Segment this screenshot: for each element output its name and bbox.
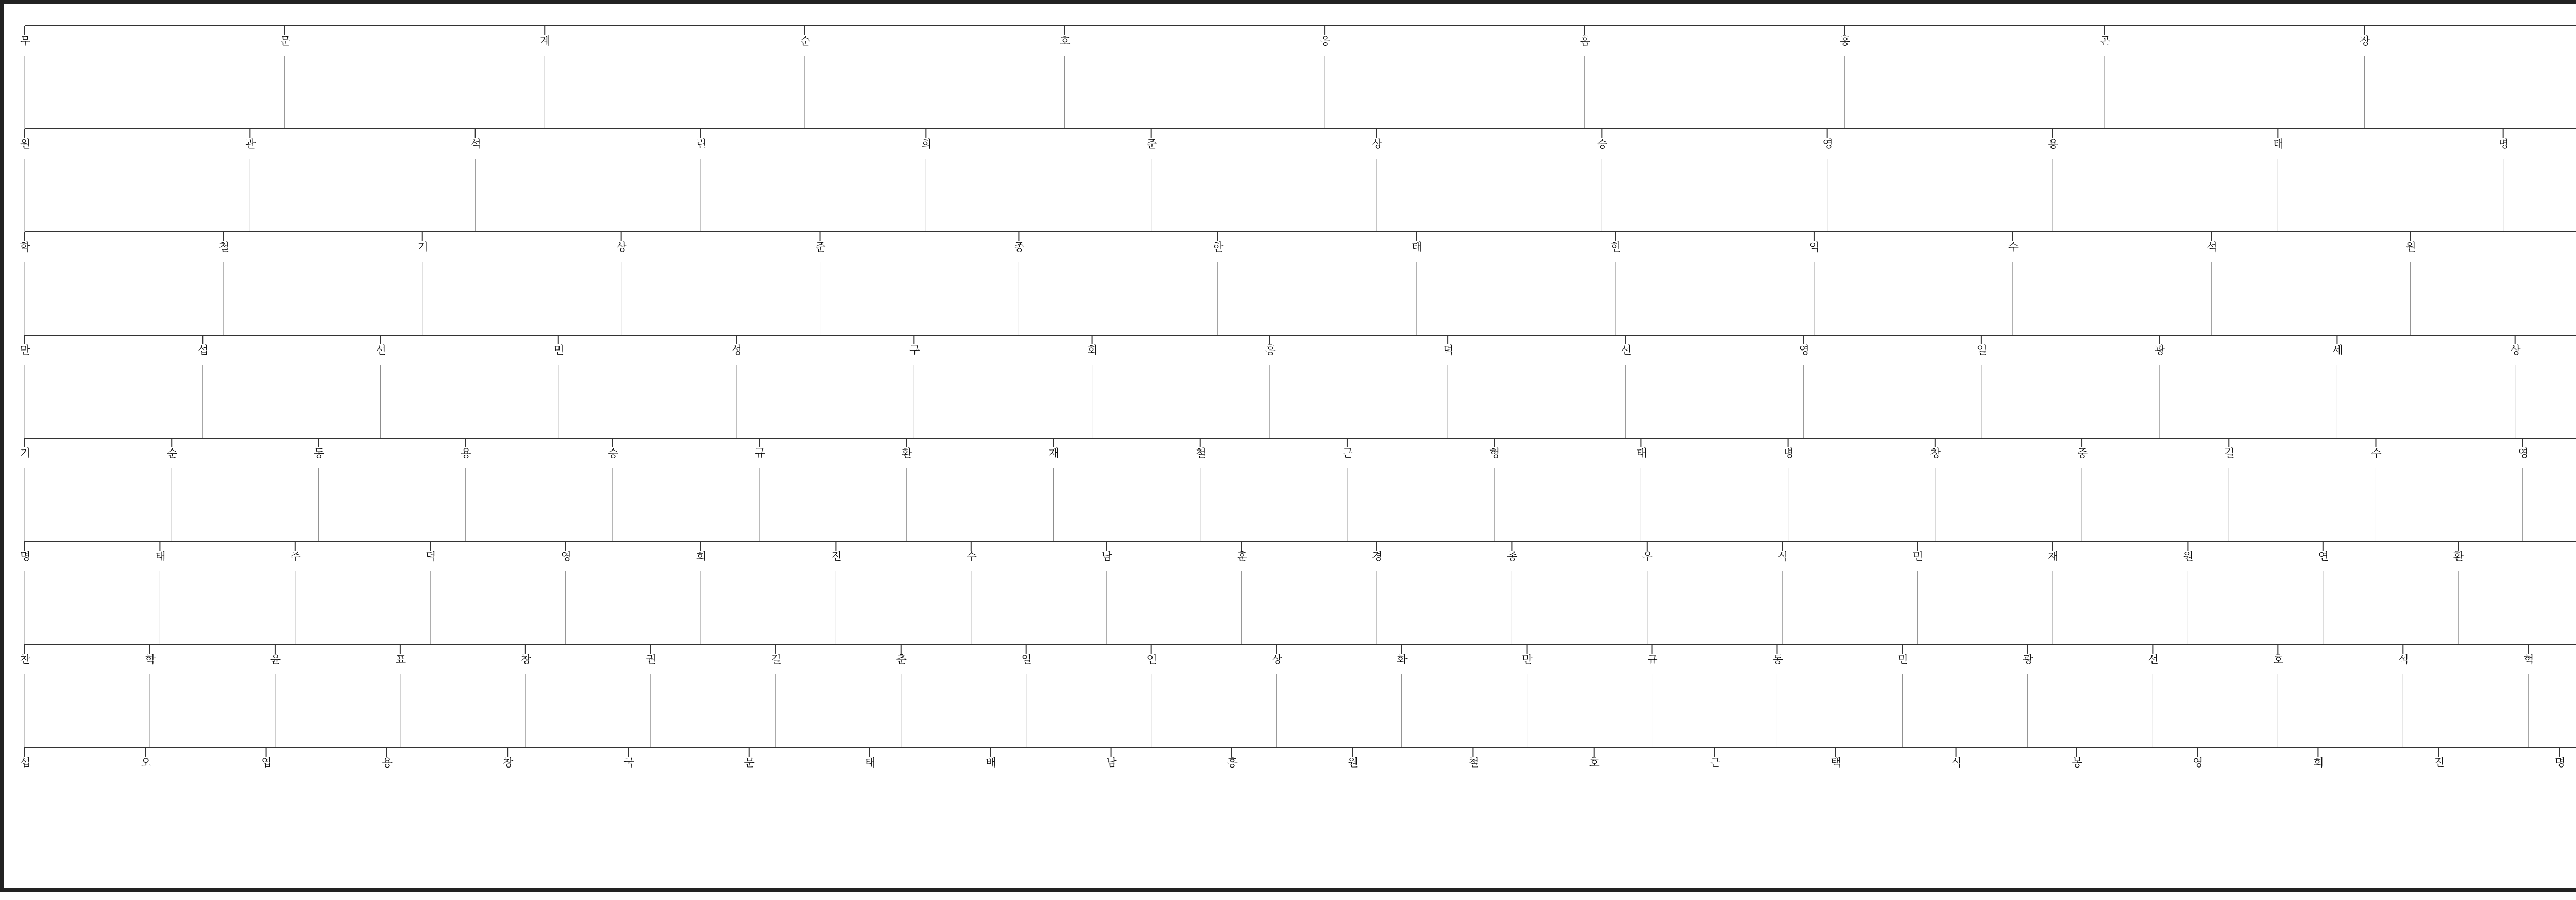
person-node: 익 xyxy=(1807,241,1820,253)
person-node: 원 xyxy=(2181,551,2194,562)
person-node: 혁 xyxy=(2522,654,2535,665)
person-node: 환 xyxy=(2452,551,2465,562)
person-node: 윤 xyxy=(268,654,281,665)
person-node: 희 xyxy=(920,138,933,149)
person-node: 병 xyxy=(1782,447,1794,459)
person-node: 명 xyxy=(2497,138,2510,149)
person-node: 호 xyxy=(1587,757,1600,768)
person-node: 창 xyxy=(1928,447,1941,459)
person-node: 광 xyxy=(2021,654,2034,665)
person-node: 호 xyxy=(1058,35,1071,46)
person-node: 광 xyxy=(2153,344,2166,356)
person-node: 민 xyxy=(1911,551,1924,562)
person-node: 흥 xyxy=(1263,344,1276,356)
person-node: 구 xyxy=(908,344,921,356)
person-node: 세 xyxy=(2331,344,2344,356)
person-node: 택 xyxy=(1829,757,1842,768)
person-node: 린 xyxy=(694,138,707,149)
person-node: 원 xyxy=(1346,757,1359,768)
person-node: 희 xyxy=(2312,757,2325,768)
person-node: 철 xyxy=(1194,447,1207,459)
person-node: 남 xyxy=(1100,551,1113,562)
person-node: 한 xyxy=(1211,241,1224,253)
person-node: 중 xyxy=(2076,447,2089,459)
person-node: 표 xyxy=(394,654,406,665)
person-node: 영 xyxy=(2516,447,2529,459)
person-node: 연 xyxy=(2316,551,2329,562)
person-node: 만 xyxy=(1520,654,1533,665)
person-node: 응 xyxy=(1318,35,1331,46)
person-node: 호 xyxy=(2272,654,2284,665)
person-node: 재 xyxy=(1047,447,1060,459)
person-node: 관 xyxy=(244,138,257,149)
person-node: 학 xyxy=(143,654,156,665)
person-node: 주 xyxy=(289,551,301,562)
person-node: 수 xyxy=(964,551,977,562)
person-node: 선 xyxy=(2146,654,2159,665)
person-node: 문 xyxy=(278,35,291,46)
person-node: 태 xyxy=(1635,447,1648,459)
person-node: 홍 xyxy=(1838,35,1851,46)
person-node: 상 xyxy=(1370,138,1383,149)
person-node: 식 xyxy=(1950,757,1962,768)
person-node: 인 xyxy=(1145,654,1158,665)
person-node: 화 xyxy=(1395,654,1408,665)
person-node: 장 xyxy=(2358,35,2371,46)
person-node: 수 xyxy=(2006,241,2019,253)
person-node: 덕 xyxy=(424,551,437,562)
person-node: 진 xyxy=(2432,757,2445,768)
person-node: 권 xyxy=(644,654,657,665)
person-node: 상 xyxy=(1270,654,1283,665)
person-node: 진 xyxy=(829,551,842,562)
person-node: 태 xyxy=(2272,138,2284,149)
person-node: 창 xyxy=(519,654,532,665)
person-node: 선 xyxy=(374,344,387,356)
person-node: 영 xyxy=(1797,344,1810,356)
person-node: 동 xyxy=(312,447,325,459)
person-node: 원 xyxy=(2404,241,2417,253)
person-node: 순 xyxy=(165,447,178,459)
person-node: 기 xyxy=(19,447,31,459)
person-node: 상 xyxy=(2509,344,2521,356)
person-node: 우 xyxy=(1640,551,1653,562)
person-node: 영 xyxy=(2191,757,2204,768)
person-node: 찬 xyxy=(19,654,31,665)
person-node: 원 xyxy=(19,138,31,149)
person-node: 동 xyxy=(1771,654,1784,665)
person-node: 순 xyxy=(798,35,811,46)
person-node: 종 xyxy=(1505,551,1518,562)
person-node: 민 xyxy=(1896,654,1909,665)
person-node: 선 xyxy=(1619,344,1632,356)
person-node: 창 xyxy=(501,757,514,768)
person-node: 규 xyxy=(1646,654,1658,665)
person-node: 문 xyxy=(742,757,755,768)
person-node: 승 xyxy=(606,447,619,459)
person-node: 기 xyxy=(416,241,429,253)
person-node: 춘 xyxy=(894,654,907,665)
person-node: 근 xyxy=(1708,757,1721,768)
person-node: 태 xyxy=(1410,241,1423,253)
person-node: 환 xyxy=(900,447,913,459)
person-node: 길 xyxy=(769,654,782,665)
person-node: 규 xyxy=(753,447,766,459)
person-node: 일 xyxy=(1020,654,1032,665)
person-node: 석 xyxy=(2397,654,2410,665)
person-node: 준 xyxy=(1145,138,1158,149)
person-node: 석 xyxy=(469,138,482,149)
person-node: 봉 xyxy=(2070,757,2083,768)
person-node: 남 xyxy=(1105,757,1117,768)
person-node: 길 xyxy=(2223,447,2235,459)
person-node: 계 xyxy=(538,35,551,46)
person-node: 철 xyxy=(1467,757,1480,768)
person-node: 배 xyxy=(984,757,997,768)
person-node: 희 xyxy=(694,551,707,562)
person-node: 준 xyxy=(814,241,826,253)
person-node: 흥 xyxy=(1225,757,1238,768)
person-node: 영 xyxy=(1821,138,1834,149)
person-node: 태 xyxy=(154,551,166,562)
person-node: 용 xyxy=(380,757,393,768)
person-node: 현 xyxy=(1609,241,1622,253)
person-node: 철 xyxy=(217,241,230,253)
person-node: 섭 xyxy=(196,344,209,356)
person-node: 회 xyxy=(1086,344,1098,356)
person-node: 민 xyxy=(552,344,565,356)
person-node: 섭 xyxy=(19,757,31,768)
person-node: 태 xyxy=(863,757,876,768)
person-node: 무 xyxy=(19,35,31,46)
person-node: 훈 xyxy=(1235,551,1248,562)
person-node: 영 xyxy=(559,551,572,562)
person-node: 흠 xyxy=(1578,35,1591,46)
person-node: 국 xyxy=(622,757,635,768)
person-node: 근 xyxy=(1341,447,1353,459)
person-node: 경 xyxy=(1370,551,1383,562)
person-node: 곤 xyxy=(2098,35,2111,46)
person-node: 덕 xyxy=(1442,344,1454,356)
person-node: 재 xyxy=(2046,551,2059,562)
person-node: 일 xyxy=(1975,344,1988,356)
person-node: 학 xyxy=(19,241,31,253)
person-node: 석 xyxy=(2205,241,2218,253)
person-node: 오 xyxy=(139,757,152,768)
person-node: 상 xyxy=(615,241,628,253)
person-node: 형 xyxy=(1488,447,1501,459)
person-node: 식 xyxy=(1776,551,1789,562)
person-node: 명 xyxy=(19,551,31,562)
family-tree xyxy=(4,4,2576,896)
person-node: 승 xyxy=(1596,138,1608,149)
person-node: 성 xyxy=(730,344,743,356)
person-node: 엽 xyxy=(260,757,273,768)
person-node: 수 xyxy=(2369,447,2382,459)
person-node: 용 xyxy=(459,447,472,459)
person-node: 용 xyxy=(2046,138,2059,149)
person-node: 만 xyxy=(19,344,31,356)
person-node: 명 xyxy=(2553,757,2566,768)
person-node: 종 xyxy=(1012,241,1025,253)
